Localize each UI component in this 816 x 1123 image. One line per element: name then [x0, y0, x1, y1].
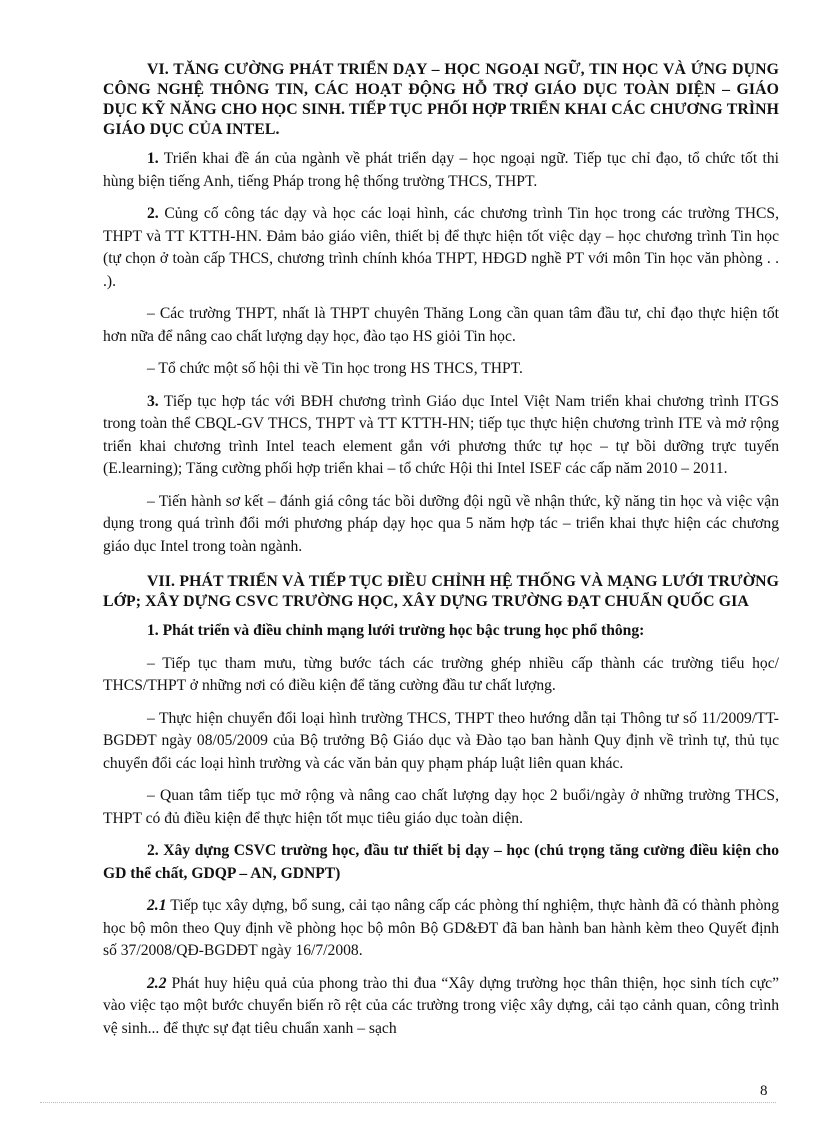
page-bottom-divider [40, 1102, 776, 1103]
paragraph-number: 3. [147, 392, 159, 410]
section-7-subheading-1: 1. Phát triển và điều chỉnh mạng lưới trường học bậc trung học phổ thông: [147, 622, 645, 639]
section-7-paragraph-2-1 [103, 895, 779, 963]
section-7-bullet-2: – Thực hiện chuyển đổi loại hình trường THCS, THPT theo hướng dẫn tại Thông tư số 11/2009/TT-BGDĐT ngày 08/05/2009 của Bộ trưởng Bộ Giáo dục và Đào tạo ban hành Quy định về trình tự, thủ tục chuyển đổi các loại hình trường và các văn bản quy phạm pháp luật liên quan khác. [103, 709, 779, 772]
page-number: 8 [760, 1083, 768, 1099]
paragraph-text: Củng cố công tác dạy và học các loại hình, các chương trình Tin học trong các trường THCS, THPT và TT KTTH-HN. Đảm bảo giáo viên, thiết bị để thực hiện tốt việc dạy – học chương trình Tin học (tự chọn ở toàn cấp THCS, chương trình chính khóa THPT, HĐGD nghề PT với môn Tin học văn phòng . . .). [103, 205, 779, 290]
paragraph-text: Phát huy hiệu quả của phong trào thi đua “Xây dựng trường học thân thiện, học sinh tích cực” vào việc tạo một bước chuyển biến rõ rệt của các trường trong việc xây dựng, cải tạo cảnh quan, công trình vệ sinh... để thực sự đạt tiêu chuẩn xanh – sạch [103, 974, 779, 1037]
paragraph-text: Tiếp tục hợp tác với BĐH chương trình Giáo dục Intel Việt Nam triển khai chương trình ITGS trong toàn thể CBQL-GV THCS, THPT và TT KTTH-HN; tiếp tục thực hiện chương trình ITE và mở rộng triển khai chương trình Intel teach element gắn với phương thức tự học – tự bồi dưỡng trực tuyến (E.learning); Tăng cường phối hợp triển khai – tổ chức Hội thi Intel ISEF các cấp năm 2010 – 2011. [103, 392, 779, 477]
section-6-paragraph-2 [103, 203, 779, 293]
section-6-heading: VI. TĂNG CƯỜNG PHÁT TRIỂN DẠY – HỌC NGOẠI NGỮ, TIN HỌC VÀ ỨNG DỤNG CÔNG NGHỆ THÔNG TIN, CÁC HOẠT ĐỘNG HỖ TRỢ GIÁO DỤC TOÀN DIỆN – GIÁO DỤC KỸ NĂNG CHO HỌC SINH. TIẾP TỤC PHỐI HỢP TRIỂN KHAI CÁC CHƯƠNG TRÌNH GIÁO DỤC CỦA INTEL. [103, 61, 779, 138]
section-6-paragraph-1 [103, 148, 779, 193]
section-6-bullet-2: – Tổ chức một số hội thi về Tin học trong HS THCS, THPT. [147, 360, 523, 377]
section-6-paragraph-3 [103, 391, 779, 481]
paragraph-number: 1. [147, 150, 159, 167]
section-7-subheading-2: 2. Xây dựng CSVC trường học, đầu tư thiết bị dạy – học (chú trọng tăng cường điều kiện cho GD thể chất, GDQP – AN, GDNPT) [103, 842, 779, 882]
paragraph-number: 2.2 [147, 974, 167, 992]
section-7-bullet-1: – Tiếp tục tham mưu, từng bước tách các trường ghép nhiều cấp thành các trường tiểu học/ THCS/THPT ở những nơi có điều kiện để tăng cường đầu tư chất lượng. [103, 654, 779, 694]
section-7-paragraph-2-2 [103, 973, 779, 1041]
paragraph-number: 2.1 [147, 897, 167, 914]
section-6-bullet-3: – Tiến hành sơ kết – đánh giá công tác bồi dưỡng đội ngũ về nhận thức, kỹ năng tin học và việc vận dụng trong quá trình đổi mới phương pháp dạy học qua 5 năm hợp tác – triển khai thực hiện các chương giáo dục Intel trong toàn ngành. [103, 492, 779, 555]
page-content [103, 60, 779, 1050]
paragraph-number: 2. [147, 205, 159, 222]
paragraph-text: Triển khai đề án của ngành về phát triển dạy – học ngoại ngữ. Tiếp tục chỉ đạo, tổ chức tốt thi hùng biện tiếng Anh, tiếng Pháp trong hệ thống trường THCS, THPT. [103, 150, 779, 190]
section-6-bullet-1: – Các trường THPT, nhất là THPT chuyên Thăng Long cần quan tâm đầu tư, chỉ đạo thực hiện tốt hơn nữa để nâng cao chất lượng dạy học, đào tạo HS giỏi Tin học. [103, 305, 779, 345]
paragraph-text: Tiếp tục xây dựng, bổ sung, cải tạo nâng cấp các phòng thí nghiệm, thực hành đã có thành phòng học bộ môn theo Quy định về phòng học bộ môn Bộ GD&ĐT đã ban hành ban hành kèm theo Quyết định số 37/2008/QĐ-BGDĐT ngày 16/7/2008. [103, 897, 779, 959]
section-7-bullet-3: – Quan tâm tiếp tục mở rộng và nâng cao chất lượng dạy học 2 buổi/ngày ở những trường THCS, THPT có đủ điều kiện để thực hiện tốt mục tiêu giáo dục toàn diện. [103, 787, 779, 827]
section-7-heading: VII. PHÁT TRIỂN VÀ TIẾP TỤC ĐIỀU CHỈNH HỆ THỐNG VÀ MẠNG LƯỚI TRƯỜNG LỚP; XÂY DỰNG CSVC TRƯỜNG HỌC, XÂY DỰNG TRƯỜNG ĐẠT CHUẨN QUỐC GIA [103, 573, 779, 610]
